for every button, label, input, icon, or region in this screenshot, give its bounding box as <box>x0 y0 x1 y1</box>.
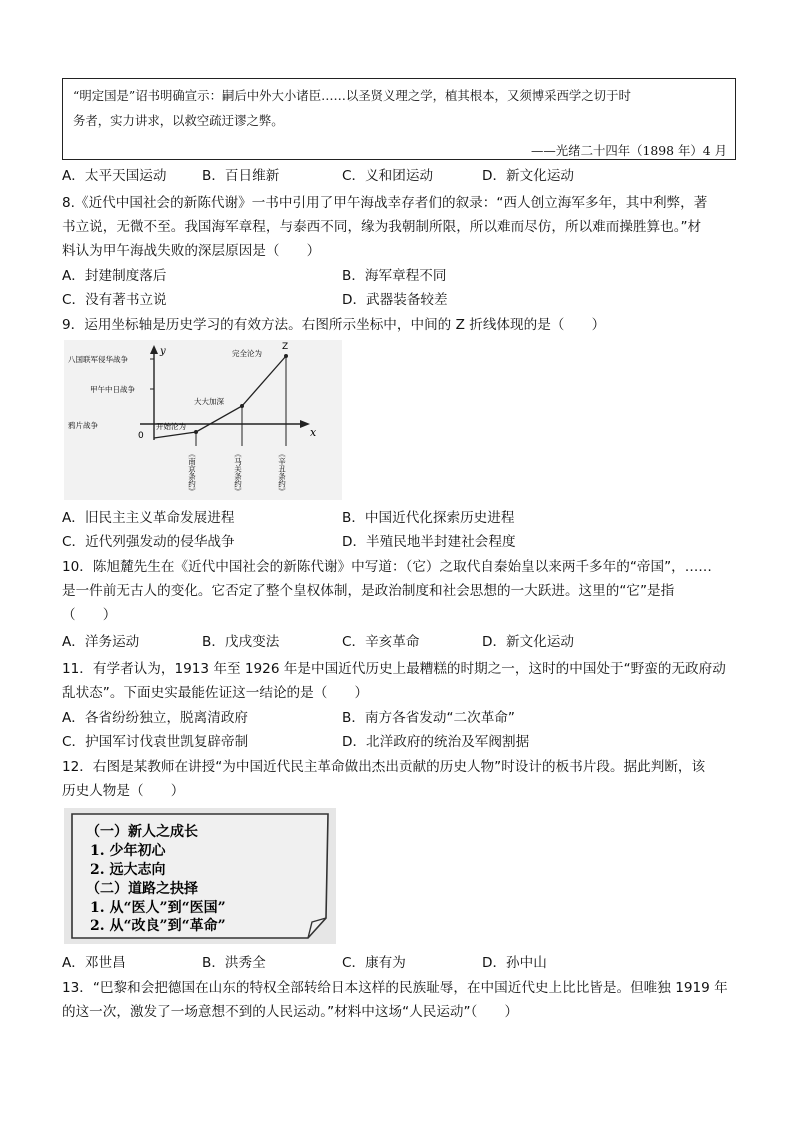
point-label-dada: 大大加深 <box>194 397 224 406</box>
q8-text-line3: 料认为甲午海战失败的深层原因是（ ） <box>62 243 321 259</box>
board-line-5: 1. 从“医人”到“医国” <box>90 900 226 916</box>
x-tick-nanjing: 《南京条约》 <box>187 450 197 495</box>
q7-option-c[interactable]: C．义和团运动 <box>342 168 434 184</box>
y-tick-baguolianjun: 八国联军侵华战争 <box>68 355 128 364</box>
q12-blackboard-figure <box>64 808 336 944</box>
q10-option-a[interactable]: A．洋务运动 <box>62 634 140 650</box>
q9-option-b[interactable]: B．中国近代化探索历史进程 <box>342 510 515 526</box>
q8-text-line2: 书立说，无微不至。我国海军章程，与泰西不同，缘为我朝制所限，所以难而尽仿，所以难而操胜算也。”材 <box>62 219 702 235</box>
q9-coordinate-figure <box>64 340 342 500</box>
q8-option-a[interactable]: A．封建制度落后 <box>62 268 167 284</box>
point-label-wanquan: 完全沦为 <box>232 349 262 358</box>
q12-option-a[interactable]: A．邓世昌 <box>62 955 126 971</box>
q9-option-a[interactable]: A．旧民主主义革命发展进程 <box>62 510 235 526</box>
q8-text-line1: 8.《近代中国社会的新陈代谢》一书中引用了甲午海战幸存者们的叙录：“西人创立海军多年，其中利弊，著 <box>62 195 708 211</box>
q12-option-c[interactable]: C．康有为 <box>342 955 406 971</box>
q9-option-c[interactable]: C．近代列强发动的侵华战争 <box>62 534 235 550</box>
y-tick-yapian: 鸦片战争 <box>68 421 98 430</box>
q7-quote-line2: 务者，实力讲求，以救空疏迂谬之弊。 <box>73 113 284 128</box>
q9-text-line1: 9．运用坐标轴是历史学习的有效方法。右图所示坐标中，中间的 Z 折线体现的是（ ） <box>62 317 606 333</box>
board-line-6: 2. 从“改良”到“革命” <box>90 918 226 934</box>
board-line-4: （二）道路之抉择 <box>86 881 198 897</box>
q8-option-c[interactable]: C．没有著书立说 <box>62 292 167 308</box>
q7-quote-line1: “明定国是”诏书明确宣示：嗣后中外大小诸臣……以圣贤义理之学，植其根本，又须博采西学之切于时 <box>73 88 631 103</box>
x-axis-arrow <box>300 420 310 428</box>
board-line-3: 2. 远大志向 <box>90 862 166 878</box>
q11-text-line1: 11．有学者认为，1913 年至 1926 年是中国近代历史上最糟糕的时期之一，这时的中国处于“野蛮的无政府动 <box>62 661 726 677</box>
y-tick-jiawu: 甲午中日战争 <box>90 385 135 394</box>
q12-text-line2: 历史人物是（ ） <box>62 783 185 799</box>
q10-text-line1: 10．陈旭麓先生在《近代中国社会的新陈代谢》中写道：（它）之取代自秦始皇以来两千多年的“帝国”，…… <box>62 559 712 575</box>
q9-option-d[interactable]: D．半殖民地半封建社会程度 <box>342 534 516 550</box>
z-label: Z <box>282 342 289 352</box>
q10-text-line3: （ ） <box>62 607 117 623</box>
q9-coordinate-svg <box>64 340 342 500</box>
board-line-2: 1. 少年初心 <box>90 843 166 859</box>
q11-option-c[interactable]: C．护国军讨伐袁世凯复辟帝制 <box>62 734 249 750</box>
y-axis-arrow <box>150 345 158 354</box>
q7-option-a[interactable]: A．太平天国运动 <box>62 168 167 184</box>
q10-option-d[interactable]: D．新文化运动 <box>482 634 575 650</box>
y-axis-label: y <box>160 346 166 357</box>
q8-option-d[interactable]: D．武器装备较差 <box>342 292 448 308</box>
q7-option-b[interactable]: B．百日维新 <box>202 168 280 184</box>
board-line-1: （一）新人之成长 <box>86 824 198 840</box>
x-axis-label: x <box>310 426 317 439</box>
q10-text-line2: 是一件前无古人的变化。它否定了整个皇权体制，是政治制度和社会思想的一大跃进。这里的“它”是指 <box>62 583 675 599</box>
q10-option-b[interactable]: B．戊戌变法 <box>202 634 280 650</box>
q12-option-b[interactable]: B．洪秀全 <box>202 955 266 971</box>
q10-option-c[interactable]: C．辛亥革命 <box>342 634 420 650</box>
x-tick-xinchou: 《辛丑条约》 <box>277 450 287 495</box>
q11-option-a[interactable]: A．各省纷纷独立，脱离清政府 <box>62 710 249 726</box>
q11-text-line2: 乱状态”。下面史实最能佐证这一结论的是（ ） <box>62 685 369 701</box>
q12-option-d[interactable]: D．孙中山 <box>482 955 547 971</box>
q7-quote-box <box>62 78 736 160</box>
q13-text-line2: 的这一次，激发了一场意想不到的人民运动。”材料中这场“人民运动”（ ） <box>62 1004 519 1020</box>
q11-option-d[interactable]: D．北洋政府的统治及军阀割据 <box>342 734 530 750</box>
point-label-kaishi: 开始沦为 <box>156 422 186 431</box>
q12-board-svg <box>64 808 336 944</box>
q11-option-b[interactable]: B．南方各省发动“二次革命” <box>342 710 515 726</box>
origin-label: 0 <box>138 431 144 441</box>
q7-option-d[interactable]: D．新文化运动 <box>482 168 575 184</box>
q8-option-b[interactable]: B．海军章程不同 <box>342 268 447 284</box>
q13-text-line1: 13．“巴黎和会把德国在山东的特权全部转给日本这样的民族耻辱，在中国近代史上比比皆是。但唯独 1919 年 <box>62 980 728 996</box>
x-tick-maguan: 《马关条约》 <box>233 450 243 495</box>
q12-text-line1: 12．右图是某教师在讲授“为中国近代民主革命做出杰出贡献的历史人物”时设计的板书片段。据此判断，该 <box>62 759 706 775</box>
q7-quote-source: ——光绪二十四年（1898 年）4 月 <box>531 143 727 158</box>
